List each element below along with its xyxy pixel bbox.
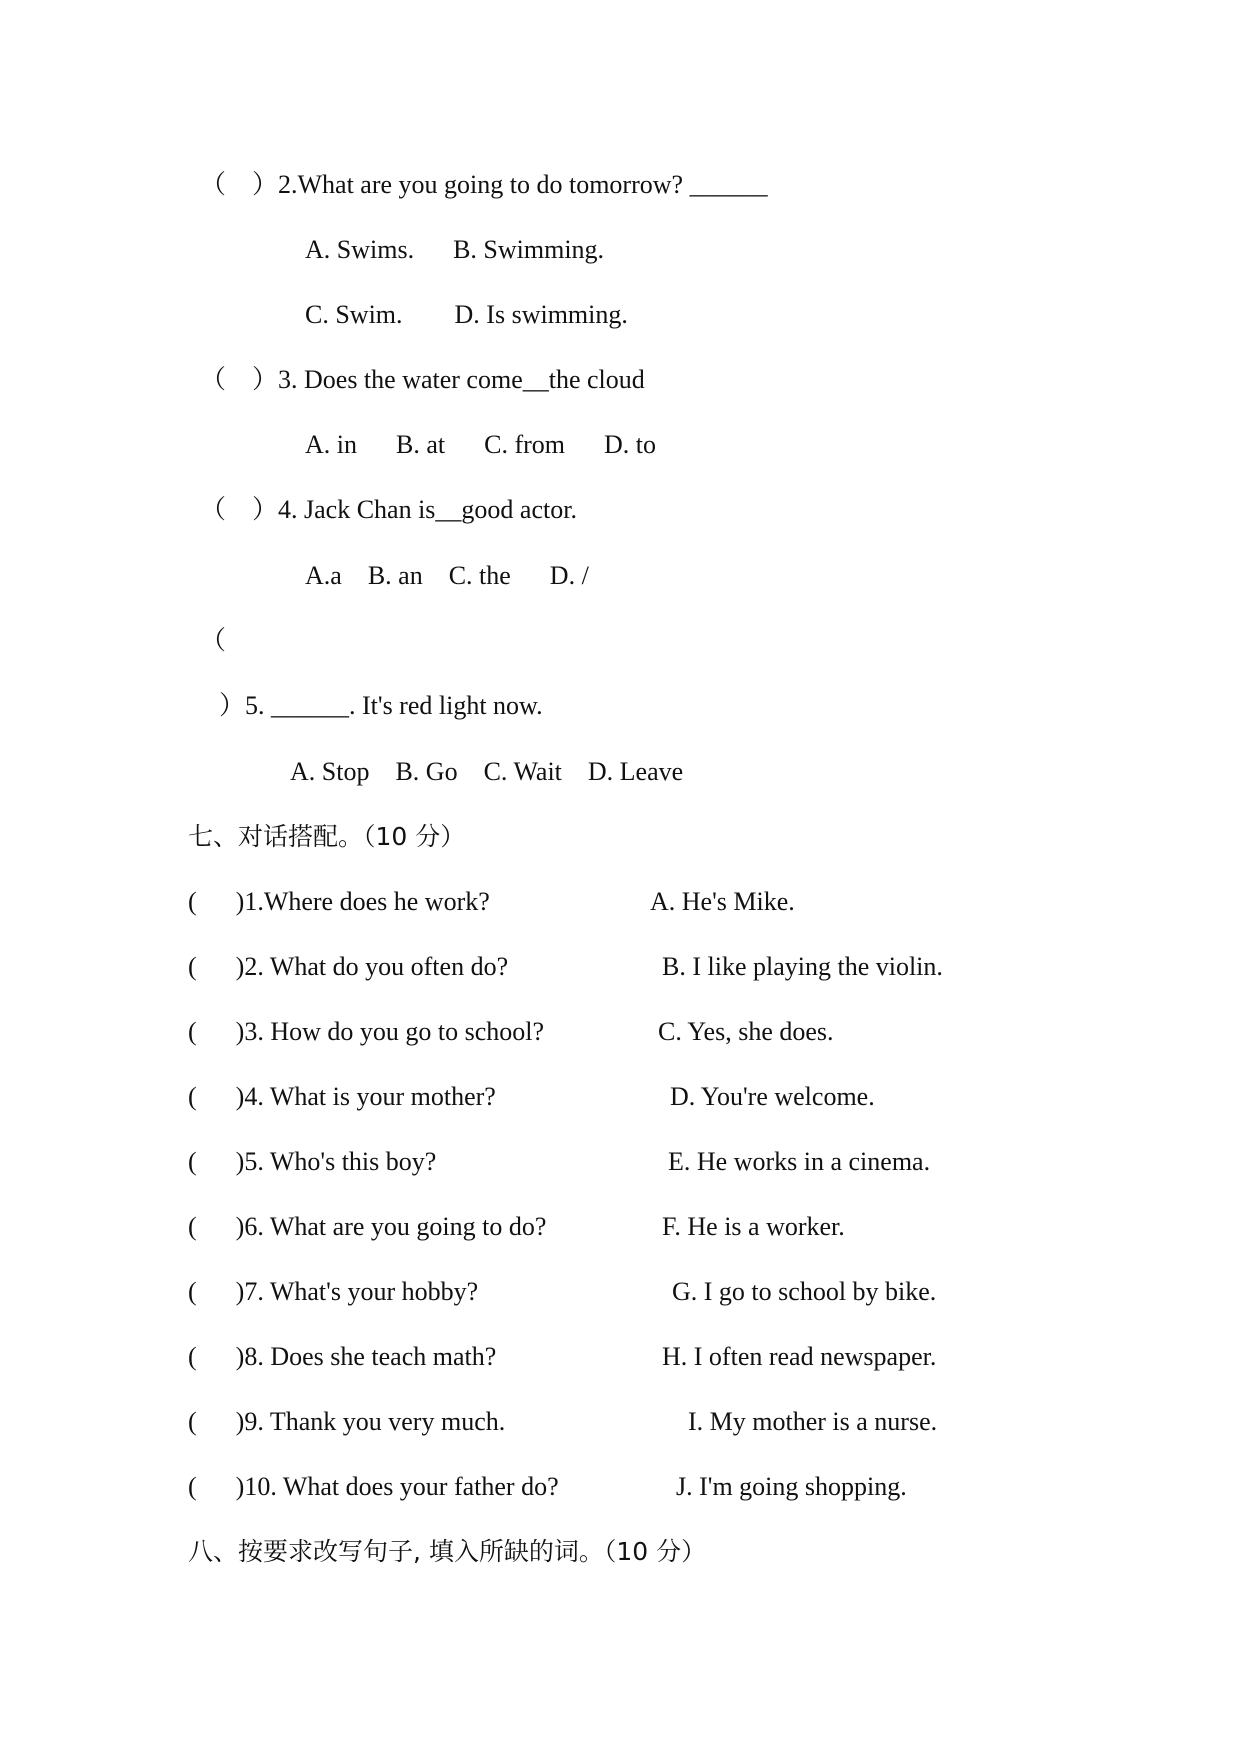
q3-stem: （ ）3. Does the water come__the cloud xyxy=(200,365,645,394)
q2-options-line1: A. Swims. B. Swimming. xyxy=(305,235,605,264)
match-answer-J: J. I'm going shopping. xyxy=(676,1472,907,1501)
match-answer-E: E. He works in a cinema. xyxy=(668,1147,931,1176)
match-question-3: ( )3. How do you go to school? xyxy=(188,1017,545,1046)
match-question-10: ( )10. What does your father do? xyxy=(188,1472,559,1501)
section8-heading: 八、按要求改写句子, 填入所缺的词。（10 分） xyxy=(188,1537,707,1566)
match-question-6: ( )6. What are you going to do? xyxy=(188,1212,547,1241)
match-question-9: ( )9. Thank you very much. xyxy=(188,1407,506,1436)
match-answer-A: A. He's Mike. xyxy=(650,887,795,916)
match-question-7: ( )7. What's your hobby? xyxy=(188,1277,479,1306)
match-answer-I: I. My mother is a nurse. xyxy=(688,1407,938,1436)
match-question-1: ( )1.Where does he work? xyxy=(188,887,490,916)
match-question-2: ( )2. What do you often do? xyxy=(188,952,509,981)
match-answer-F: F. He is a worker. xyxy=(662,1212,845,1241)
match-answer-H: H. I often read newspaper. xyxy=(662,1342,937,1371)
section7-heading: 七、对话搭配。（10 分） xyxy=(188,822,466,851)
q5-options: A. Stop B. Go C. Wait D. Leave xyxy=(290,757,684,786)
q4-options: A.a B. an C. the D. / xyxy=(305,561,589,590)
match-question-4: ( )4. What is your mother? xyxy=(188,1082,496,1111)
q2-options-line2: C. Swim. D. Is swimming. xyxy=(305,300,628,329)
match-question-8: ( )8. Does she teach math? xyxy=(188,1342,497,1371)
match-answer-G: G. I go to school by bike. xyxy=(672,1277,937,1306)
q3-options: A. in B. at C. from D. to xyxy=(305,430,656,459)
q5-paren-open: （ xyxy=(200,626,227,655)
q2-stem: （ ）2.What are you going to do tomorrow? ______ xyxy=(200,170,768,199)
match-question-5: ( )5. Who's this boy? xyxy=(188,1147,437,1176)
match-answer-C: C. Yes, she does. xyxy=(658,1017,834,1046)
q5-stem: ）5. ______. It's red light now. xyxy=(219,691,543,720)
match-answer-B: B. I like playing the violin. xyxy=(662,952,943,981)
match-answer-D: D. You're welcome. xyxy=(670,1082,875,1111)
q4-stem: （ ）4. Jack Chan is__good actor. xyxy=(200,495,577,524)
